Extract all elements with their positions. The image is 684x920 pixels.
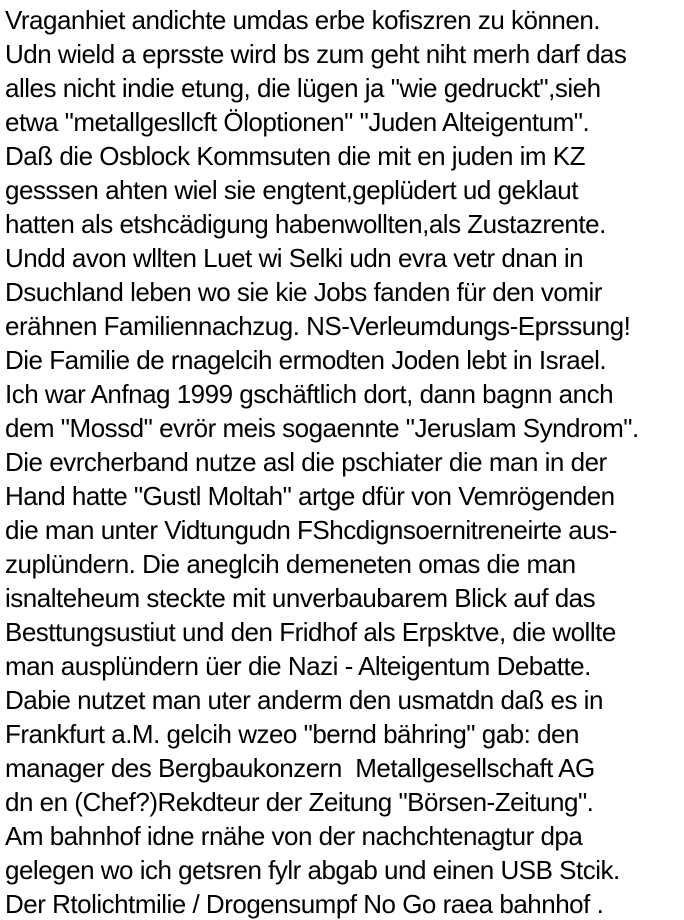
text-line: hatten als etshcädigung habenwollten,als Zustazrente. [5, 209, 606, 239]
text-line: Dsuchland leben wo sie kie Jobs fanden für den vomir [5, 277, 602, 307]
text-line: gelegen wo ich getsren fylr abgab und einen USB Stcik. [5, 855, 620, 885]
text-line: manager des Bergbaukonzern Metallgesellschaft AG [5, 753, 595, 783]
text-line: Die Familie de rnagelcih ermodten Joden lebt in Israel. [5, 345, 607, 375]
text-line: Hand hatte "Gustl Moltah" artge dfür von Vemrögenden [5, 481, 615, 511]
text-line: Vraganhiet andichte umdas erbe kofiszren zu können. [5, 5, 601, 35]
text-line: erähnen Familiennachzug. NS-Verleumdungs-Eprssung! [5, 311, 631, 341]
text-line: isnalteheum steckte mit unverbaubarem Blick auf das [5, 583, 596, 613]
text-line: Dabie nutzet man uter anderm den usmatdn daß es in [5, 685, 603, 715]
text-line: gesssen ahten wiel sie engtent,geplüdert ud geklaut [5, 175, 578, 205]
text-line: Die evrcherband nutze asl die pschiater die man in der [5, 447, 607, 477]
text-line: dem "Mossd" evrör meis sogaennte "Jeruslam Syndrom". [5, 413, 639, 443]
text-line: etwa "metallgesllcft Öloptionen" "Juden Alteigentum". [5, 107, 590, 137]
text-line: zuplündern. Die aneglcih demeneten omas die man [5, 549, 576, 579]
text-line: Frankfurt a.M. gelcih wzeo "bernd bähring" gab: den [5, 719, 579, 749]
text-line: Am bahnhof idne rnähe von der nachchtenagtur dpa [5, 821, 583, 851]
text-line: Ich war Anfnag 1999 gschäftlich dort, dann bagnn anch [5, 379, 614, 409]
text-line: Udn wield a eprsste wird bs zum geht niht merh darf das [5, 39, 627, 69]
text-line: Daß die Osblock Kommsuten die mit en juden im KZ [5, 141, 586, 171]
text-line: Undd avon wllten Luet wi Selki udn evra vetr dnan in [5, 243, 584, 273]
text-line: dn en (Chef?)Rekdteur der Zeitung "Börsen-Zeitung". [5, 787, 594, 817]
text-line: Der Rtolichtmilie / Drogensumpf No Go raea bahnhof . [5, 889, 604, 919]
text-line: man ausplündern üer die Nazi - Alteigentum Debatte. [5, 651, 591, 681]
text-line: die man unter Vidtungudn FShcdignsoernitreneirte aus- [5, 515, 617, 545]
text-line: Besttungsustiut und den Fridhof als Erpsktve, die wollte [5, 617, 616, 647]
text-line: alles nicht indie etung, die lügen ja "wie gedruckt",sieh [5, 73, 601, 103]
